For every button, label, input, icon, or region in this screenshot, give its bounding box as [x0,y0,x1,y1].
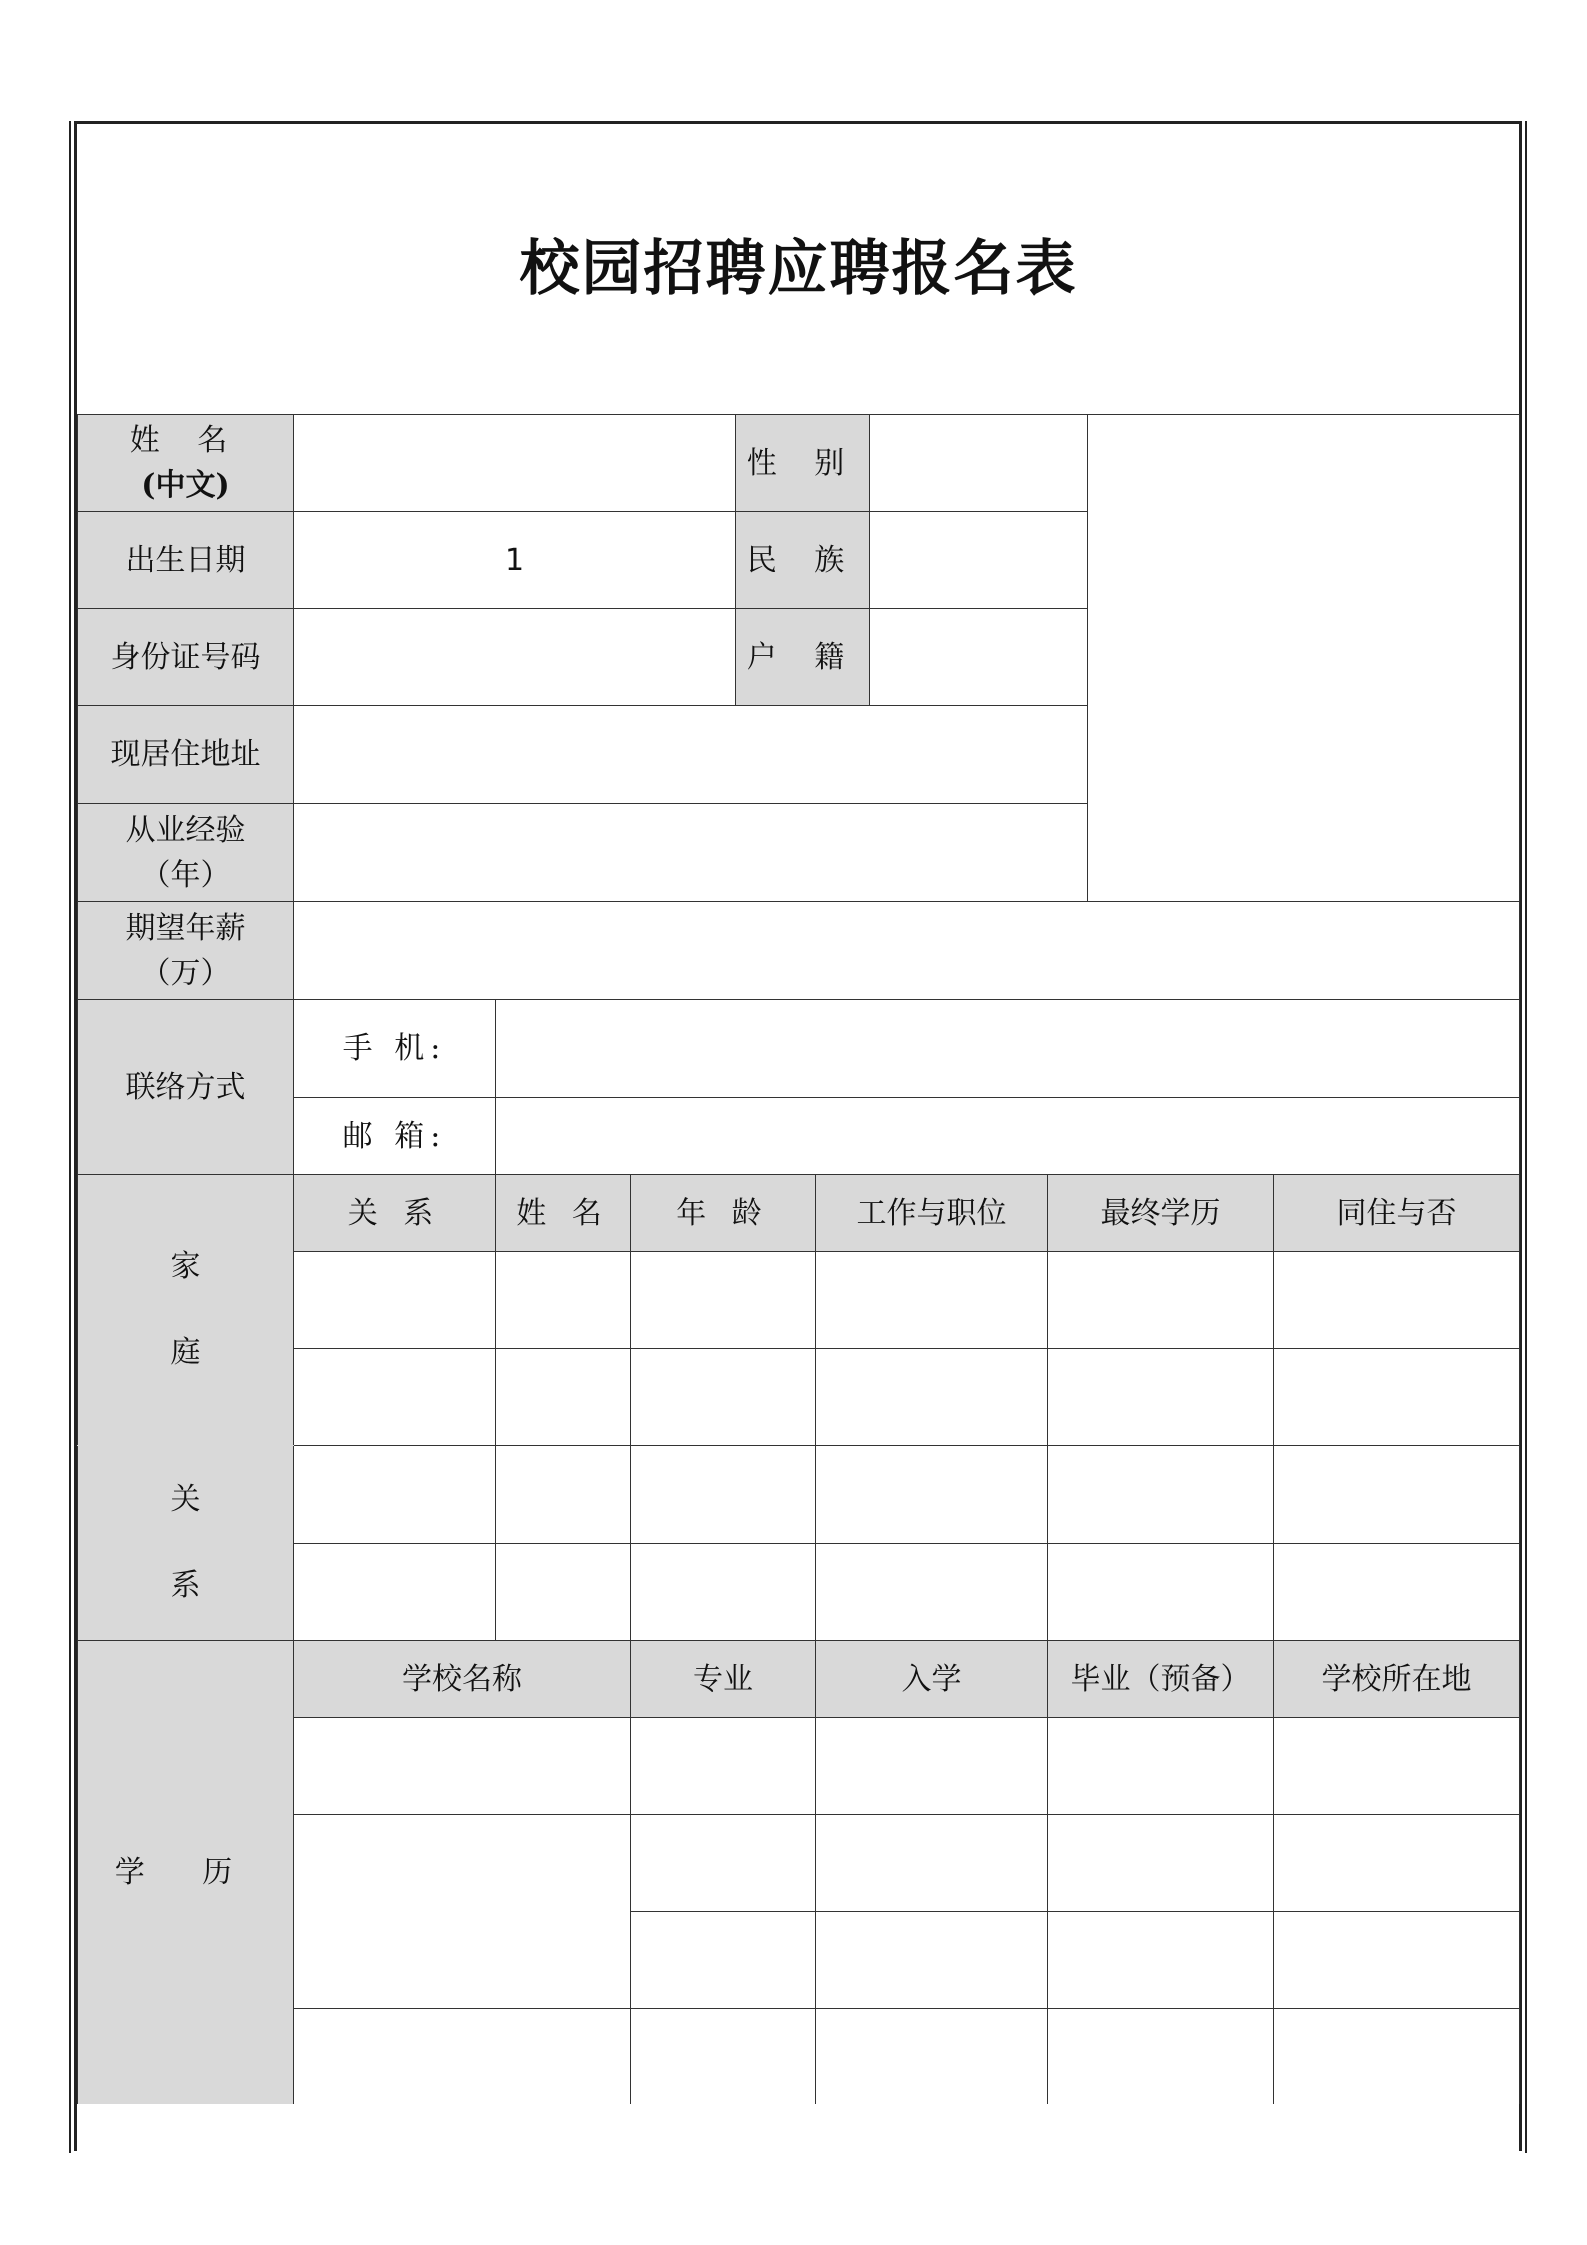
label-id-number: 身份证号码 [78,609,294,706]
family-cell[interactable] [496,1544,631,1641]
label-ethnicity: 民 族 [736,512,870,609]
field-experience[interactable] [294,804,1088,902]
edu-cell[interactable] [1048,1815,1274,1912]
field-phone[interactable] [496,1000,1520,1098]
field-address[interactable] [294,706,1088,804]
family-cell[interactable] [631,1252,816,1349]
field-name[interactable] [294,415,736,512]
family-side-top [78,1175,294,1446]
edu-row [78,1718,1520,1815]
family-row [78,1349,1520,1446]
edu-cell[interactable] [1274,1912,1520,2009]
family-cell[interactable] [816,1349,1048,1446]
label-salary [78,902,294,1000]
edu-cell[interactable] [631,1815,816,1912]
edu-cell[interactable] [816,2009,1048,2104]
edu-cell[interactable] [294,1718,631,1815]
family-cell[interactable] [294,1252,496,1349]
family-header-job: 工作与职位 [816,1175,1048,1252]
family-cell[interactable] [1048,1252,1274,1349]
application-form-table [77,124,1520,2104]
edu-cell[interactable] [816,1912,1048,2009]
label-address: 现居住地址 [78,706,294,804]
field-salary[interactable] [294,902,1520,1000]
label-salary-sub: （万） [140,955,231,991]
family-header-education: 最终学历 [1048,1175,1274,1252]
family-side-char-1: 家 [170,1249,201,1284]
family-cell[interactable] [1274,1446,1520,1544]
family-side-char-2: 庭 [170,1335,201,1370]
label-email: 邮 箱: [294,1098,496,1175]
family-cell[interactable] [631,1349,816,1446]
family-row [78,1252,1520,1349]
edu-cell[interactable] [1274,1718,1520,1815]
edu-row [78,1815,1520,1912]
application-form-sheet [74,121,1522,2151]
family-cell[interactable] [294,1544,496,1641]
edu-header-graduate: 毕业（预备） [1048,1641,1274,1718]
edu-cell[interactable] [294,1815,631,2009]
family-side-char-4: 系 [170,1568,201,1603]
edu-header-location: 学校所在地 [1274,1641,1520,1718]
edu-cell[interactable] [294,2009,631,2104]
field-id-number[interactable] [294,609,736,706]
label-hukou: 户 籍 [736,609,870,706]
label-name [78,415,294,512]
family-cell[interactable] [1274,1252,1520,1349]
family-cell[interactable] [1274,1544,1520,1641]
label-salary-text: 期望年薪 [125,910,246,946]
family-row [78,1446,1520,1544]
family-cell[interactable] [496,1446,631,1544]
family-cell[interactable] [631,1446,816,1544]
family-cell[interactable] [294,1446,496,1544]
family-cell[interactable] [496,1252,631,1349]
family-cell[interactable] [1048,1349,1274,1446]
family-cell[interactable] [294,1349,496,1446]
field-gender[interactable] [870,415,1088,512]
edu-cell[interactable] [631,2009,816,2104]
family-header-age: 年 龄 [631,1175,816,1252]
edu-cell[interactable] [631,1912,816,2009]
field-email[interactable] [496,1098,1520,1175]
label-gender: 性 别 [736,415,870,512]
label-birth: 出生日期 [78,512,294,609]
label-experience [78,804,294,902]
family-cell[interactable] [1048,1544,1274,1641]
family-cell[interactable] [496,1349,631,1446]
field-birth[interactable]: 1 [294,512,736,609]
edu-header-major: 专业 [631,1641,816,1718]
education-side-text: 学 历 [114,1854,257,1890]
family-header-cohabit: 同住与否 [1274,1175,1520,1252]
edu-cell[interactable] [1048,2009,1274,2104]
photo-box[interactable] [1088,415,1520,902]
edu-cell[interactable] [631,1718,816,1815]
label-contact: 联络方式 [78,1000,294,1175]
edu-header-enroll: 入学 [816,1641,1048,1718]
edu-header-school: 学校名称 [294,1641,631,1718]
family-header-relation: 关 系 [294,1175,496,1252]
family-cell[interactable] [1048,1446,1274,1544]
edu-cell[interactable] [816,1718,1048,1815]
edu-row [78,2009,1520,2104]
label-name-sub: (中文) [141,468,230,503]
form-title: 校园招聘应聘报名表 [78,124,1520,415]
label-experience-text: 从业经验 [125,812,246,848]
family-cell[interactable] [816,1252,1048,1349]
edu-cell[interactable] [1048,1718,1274,1815]
education-side-label [78,1641,294,2104]
label-phone: 手 机: [294,1000,496,1098]
label-name-text: 姓 名 [129,423,242,458]
family-cell[interactable] [816,1544,1048,1641]
family-row [78,1544,1520,1641]
edu-cell[interactable] [816,1815,1048,1912]
edu-cell[interactable] [1274,1815,1520,1912]
field-hukou[interactable] [870,609,1088,706]
edu-cell[interactable] [1274,2009,1520,2104]
family-cell[interactable] [816,1446,1048,1544]
family-header-name: 姓 名 [496,1175,631,1252]
family-cell[interactable] [1274,1349,1520,1446]
family-cell[interactable] [631,1544,816,1641]
edu-cell[interactable] [1048,1912,1274,2009]
family-side-bottom [78,1446,294,1641]
label-experience-sub: （年） [140,857,231,893]
field-ethnicity[interactable] [870,512,1088,609]
family-side-char-3: 关 [170,1482,201,1517]
